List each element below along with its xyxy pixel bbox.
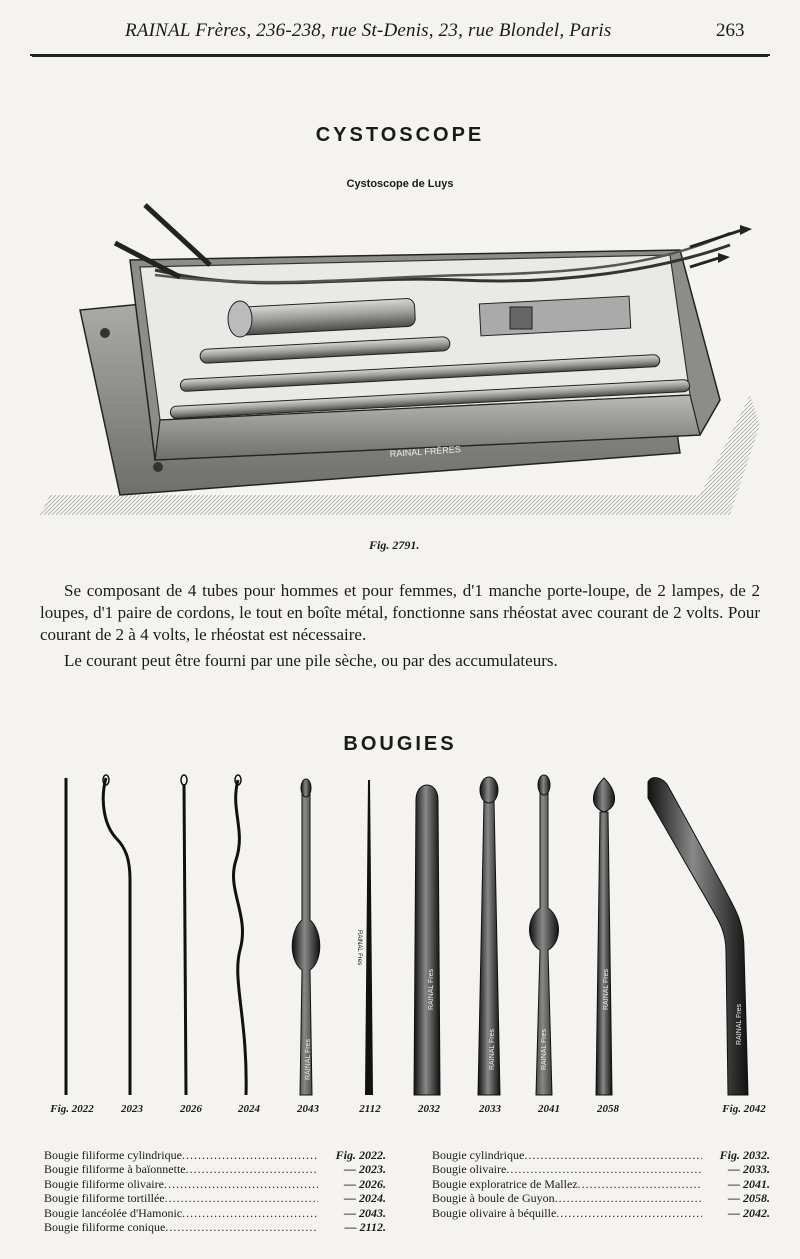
list-item [432, 1162, 770, 1176]
list-item-name: Bougie filiforme conique [44, 1220, 166, 1235]
bougies-section-title: BOUGIES [343, 733, 457, 755]
box-engraving: RAINAL FRÈRES [389, 444, 462, 459]
list-item [432, 1206, 770, 1220]
description-paragraph-2: Le courant peut être fourni par une pile sèche, ou par des accumulateurs. [64, 651, 558, 670]
description-paragraph-1: Se composant de 4 tubes pour hommes et pour femmes, d'1 manche porte-loupe, de 2 lampes, de 2 loupes, d'1 paire de cordons, le tout en boîte métal, fonctionne sans rhéostat avec courant de 2 volts. Pour courant de 2 à 4 volts, le rhéostat est nécessaire. [40, 581, 760, 644]
fig-label-2032: 2032 [418, 1103, 440, 1115]
page-number: 263 [716, 20, 745, 41]
list-item-ref: — 2023. [344, 1162, 386, 1177]
cystoscope-description [40, 580, 760, 672]
bougies-illustration [0, 770, 800, 1105]
fig-label-2026: 2026 [180, 1103, 202, 1115]
fig-label-2023: 2023 [121, 1103, 143, 1115]
bougies-list-right [432, 1148, 770, 1220]
engraving-2058: RAINAL Fres [603, 969, 610, 1010]
cystoscope-section-title: CYSTOSCOPE [315, 124, 485, 146]
bougies-list-left [44, 1148, 386, 1234]
fig-label-2024: 2024 [238, 1103, 260, 1115]
fig-label-2042: Fig. 2042 [722, 1103, 766, 1115]
fig-label-2041: 2041 [538, 1103, 560, 1115]
list-item-ref: — 2112. [344, 1220, 386, 1235]
cystoscope-subtitle: Cystoscope de Luys [346, 178, 454, 190]
engraving-2042: RAINAL Fres [736, 1004, 743, 1045]
bougie-2023 [103, 778, 130, 1095]
list-item-name: Bougie filiforme tortillée [44, 1191, 165, 1206]
list-item-name: Bougie filiforme à baïonnette [44, 1162, 186, 1177]
fig-label-2112: 2112 [359, 1103, 381, 1115]
bougie-2026 [184, 784, 186, 1095]
fig-label-2022: Fig. 2022 [50, 1103, 94, 1115]
fig-label-2043: 2043 [297, 1103, 319, 1115]
list-item [432, 1148, 770, 1162]
bougie-2042 [648, 778, 748, 1095]
list-item-ref: — 2043. [344, 1205, 386, 1220]
list-item-ref: — 2033. [728, 1162, 770, 1177]
cystoscope-illustration [40, 195, 760, 520]
bougie-2024 [234, 780, 247, 1095]
list-item-name: Bougie filiforme cylindrique [44, 1148, 182, 1162]
engraving-2033: RAINAL Fres [489, 1029, 496, 1070]
list-item-ref: — 2041. [728, 1176, 770, 1191]
list-item-name: Bougie lancéolée d'Hamonic [44, 1205, 183, 1220]
engraving-2112: RAINAL Fres [356, 930, 362, 966]
list-item [44, 1206, 386, 1220]
bougie-2032 [414, 785, 440, 1095]
list-item-name: Bougie exploratrice de Mallez [432, 1176, 578, 1191]
plug-1 [145, 205, 210, 265]
engraving-2041: RAINAL Fres [541, 1029, 548, 1070]
list-item [44, 1177, 386, 1191]
list-item-ref: — 2024. [344, 1191, 386, 1206]
list-item [44, 1162, 386, 1176]
list-item-name: Bougie à boule de Guyon [432, 1191, 555, 1206]
engraving-2032: RAINAL Fres [428, 969, 435, 1010]
list-item [44, 1148, 386, 1162]
bougie-2112 [365, 780, 373, 1095]
cystoscope-figure-caption: Fig. 2791. [369, 538, 420, 552]
fig-label-2033: 2033 [479, 1103, 501, 1115]
list-item-name: Bougie olivaire à béquille [432, 1205, 557, 1220]
list-item-ref: Fig. 2022. [335, 1148, 386, 1162]
list-item-ref: — 2026. [344, 1176, 386, 1191]
list-item [432, 1177, 770, 1191]
list-item [44, 1191, 386, 1205]
engraving-2043: RAINAL Fres [305, 1039, 312, 1080]
list-item-name: Bougie filiforme olivaire [44, 1176, 164, 1191]
list-item-ref: Fig. 2032. [719, 1148, 770, 1162]
list-item-name: Bougie cylindrique [432, 1148, 525, 1162]
list-item [432, 1191, 770, 1205]
fig-label-2058: 2058 [597, 1103, 619, 1115]
list-item [44, 1220, 386, 1234]
bougie-2058 [593, 778, 614, 812]
list-item-name: Bougie olivaire [432, 1162, 507, 1177]
header-title: RAINAL Frères, 236-238, rue St-Denis, 23, rue Blondel, Paris [125, 20, 612, 41]
list-item-ref: — 2058. [728, 1191, 770, 1206]
list-item-ref: — 2042. [728, 1205, 770, 1220]
